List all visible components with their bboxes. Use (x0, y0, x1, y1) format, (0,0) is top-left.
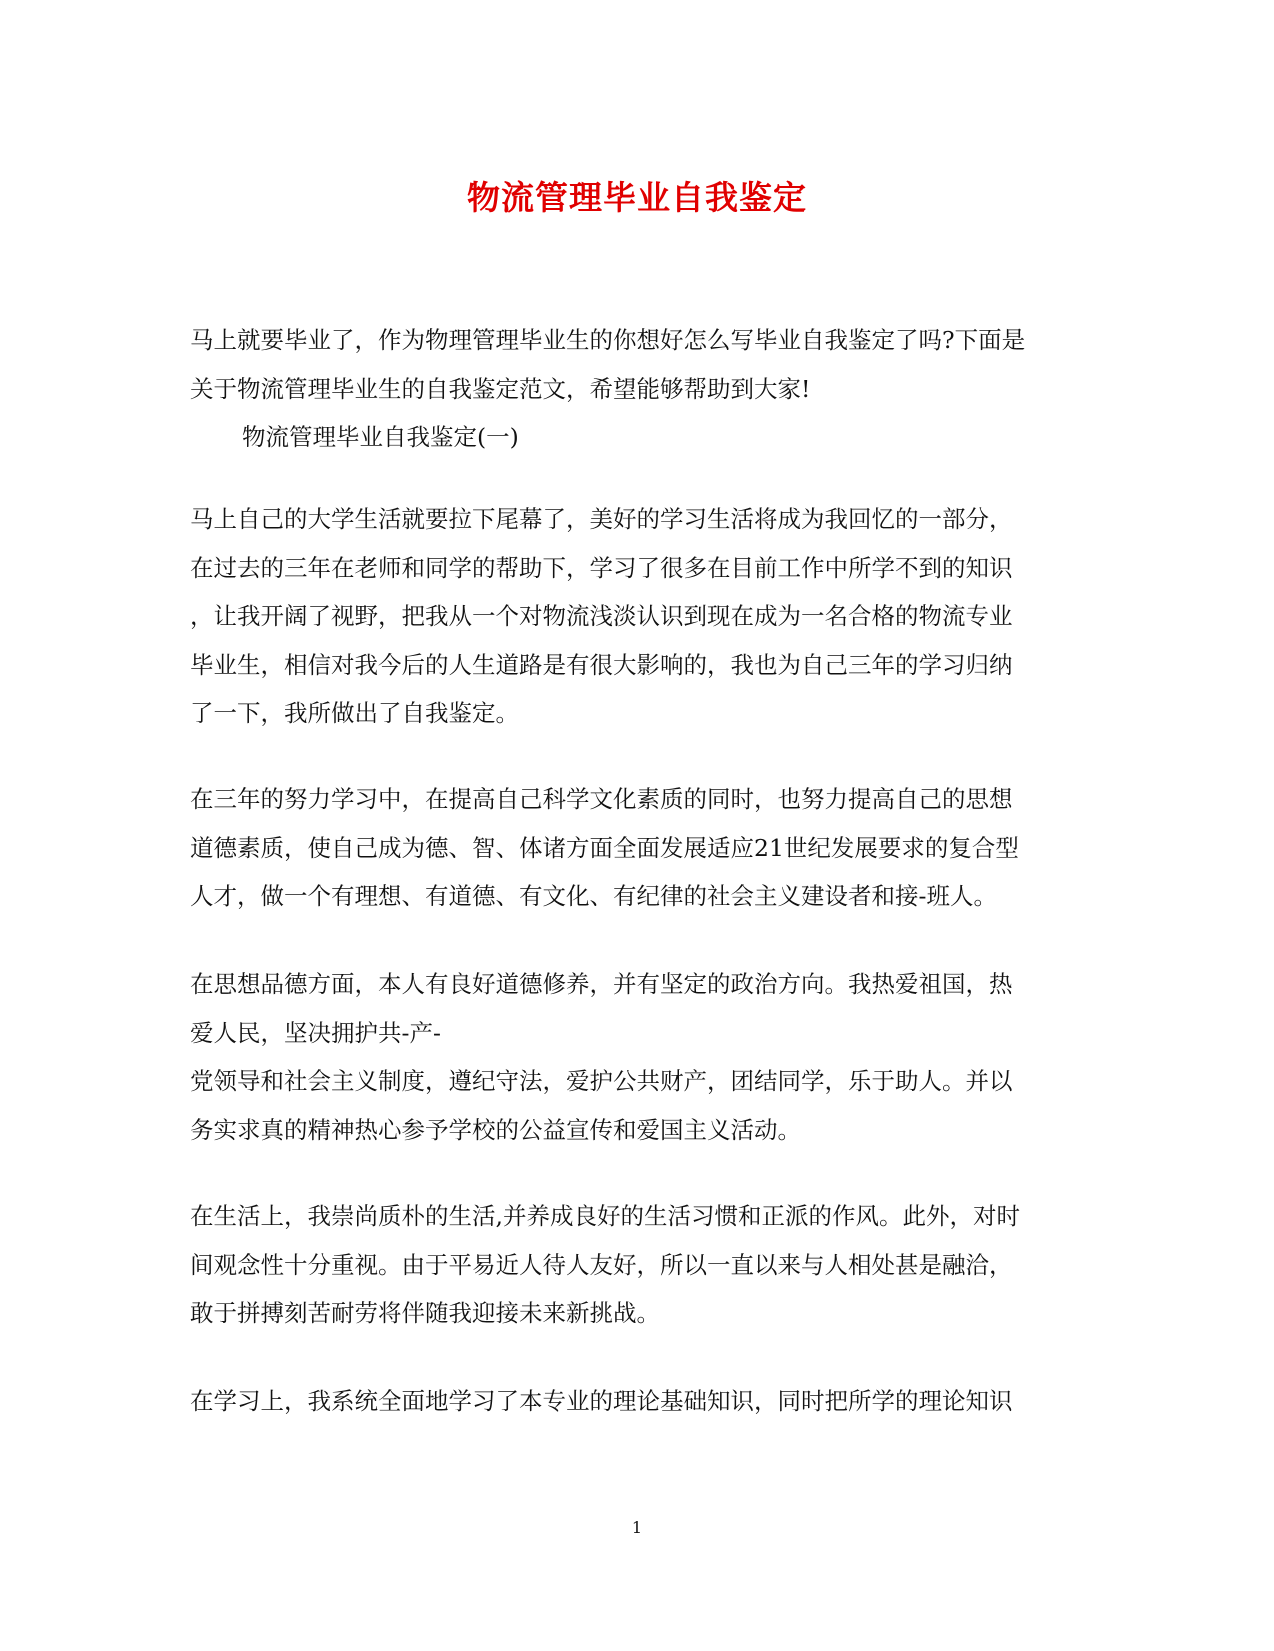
paragraph-line: 毕业生，相信对我今后的人生道路是有很大影响的，我也为自己三年的学习归纳 (190, 650, 1013, 679)
document-title: 物流管理毕业自我鉴定 (467, 178, 807, 217)
intro-line: 马上就要毕业了，作为物理管理毕业生的你想好怎么写毕业自我鉴定了吗?下面是 (190, 326, 1026, 354)
paragraph-line: 了一下，我所做出了自我鉴定。 (190, 699, 519, 727)
paragraph-line: 党领导和社会主义制度，遵纪守法，爱护公共财产，团结同学，乐于助人。并以 (190, 1067, 1013, 1095)
paragraph-1 (190, 495, 1090, 738)
paragraph-line: 道德素质，使自己成为德、智、体诸方面全面发展适应21世纪发展要求的复合型 (190, 833, 1019, 862)
paragraph-line: 在三年的努力学习中，在提高自己科学文化素质的同时，也努力提高自己的思想 (190, 785, 1013, 813)
paragraph-line: 在生活上，我崇尚质朴的生活,并养成良好的生活习惯和正派的作风。此外，对时 (190, 1202, 1020, 1230)
paragraph-line: 马上自己的大学生活就要拉下尾幕了，美好的学习生活将成为我回忆的一部分， (190, 505, 1013, 533)
paragraph-3 (190, 960, 1090, 1154)
paragraph-line: 敢于拼搏刻苦耐劳将伴随我迎接未来新挑战。 (190, 1299, 660, 1327)
intro-paragraph (190, 316, 1090, 462)
paragraph-line: 间观念性十分重视。由于平易近人待人友好，所以一直以来与人相处甚是融洽， (190, 1250, 1013, 1279)
paragraph-line: 爱人民，坚决拥护共-产- (190, 1018, 441, 1047)
paragraph-5 (190, 1377, 1090, 1426)
paragraph-line: 在过去的三年在老师和同学的帮助下，学习了很多在目前工作中所学不到的知识 (190, 553, 1013, 582)
section-heading: 物流管理毕业自我鉴定(一) (242, 423, 519, 451)
paragraph-line: 人才，做一个有理想、有道德、有文化、有纪律的社会主义建设者和接-班人。 (190, 882, 997, 910)
intro-line: 关于物流管理毕业生的自我鉴定范文，希望能够帮助到大家! (190, 374, 811, 403)
paragraph-line: ，让我开阔了视野，把我从一个对物流浅淡认识到现在成为一名合格的物流专业 (190, 602, 1013, 630)
paragraph-4 (190, 1192, 1090, 1338)
page-number: 1 (631, 1518, 643, 1537)
paragraph-line: 在思想品德方面，本人有良好道德修养，并有坚定的政治方向。我热爱祖国，热 (190, 970, 1013, 998)
paragraph-line: 务实求真的精神热心参予学校的公益宣传和爱国主义活动。 (190, 1115, 801, 1144)
paragraph-line: 在学习上，我系统全面地学习了本专业的理论基础知识，同时把所学的理论知识 (190, 1387, 1013, 1415)
paragraph-2 (190, 775, 1090, 921)
